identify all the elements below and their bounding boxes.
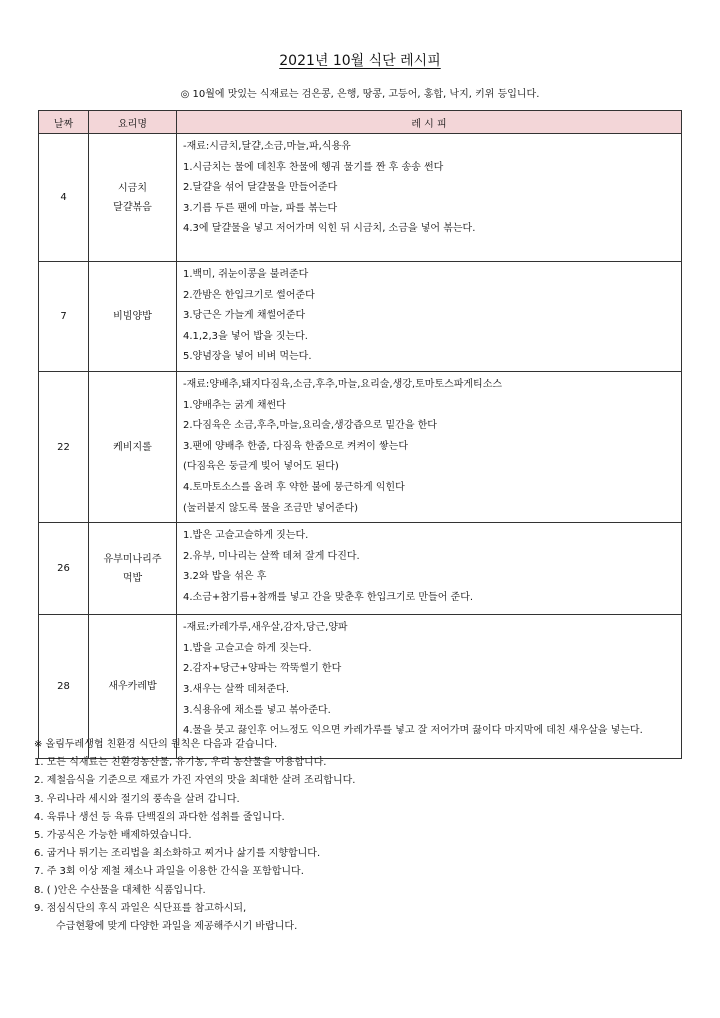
header-day: 날짜 xyxy=(39,111,89,134)
header-dish: 요리명 xyxy=(89,111,177,134)
table-row xyxy=(39,134,682,262)
note-line: 6. 굽거나 튀기는 조리법을 최소화하고 찌거나 삶기를 지향합니다. xyxy=(34,848,321,860)
table-row xyxy=(39,371,682,522)
recipe-step: 2.다짐육은 소금,후추,마늘,요리술,생강즙으로 밑간을 한다 xyxy=(183,420,437,432)
principles-notes xyxy=(34,736,684,936)
row-day: 26 xyxy=(39,523,89,615)
row-dish xyxy=(89,134,177,262)
row-recipe xyxy=(177,262,682,372)
recipe-step: -재료:카레가루,새우살,감자,당근,양파 xyxy=(183,622,348,634)
recipe-step: 3.새우는 살짝 데쳐준다. xyxy=(183,683,290,695)
row-dish xyxy=(89,262,177,372)
note-line: 수급현황에 맞게 다양한 과일을 제공해주시기 바랍니다. xyxy=(56,921,298,933)
note-line: 1. 모든 식재료는 친환경농산물, 유기농, 우리 농산물을 이용합니다. xyxy=(34,757,327,769)
recipe-step: 3.팬에 양배추 한줌, 다짐육 한줌으로 켜켜이 쌓는다 xyxy=(183,440,408,452)
recipe-step: 1.양배추는 굵게 채썬다 xyxy=(183,399,286,411)
recipe-step: (다짐육은 둥글게 빚어 넣어도 된다) xyxy=(183,461,339,473)
row-recipe xyxy=(177,134,682,262)
recipe-step: 4.1,2,3을 넣어 밥을 짓는다. xyxy=(183,330,308,342)
recipe-step: 4.물을 붓고 끓인후 어느정도 익으면 카레가루를 넣고 잘 저어가며 끓이다 마지막에 데친 새우살을 넣는다. xyxy=(183,725,643,737)
seasonal-ingredients-note: ◎ 10월에 맛있는 식재료는 검은콩, 은행, 땅콩, 고등어, 홍합, 낙지, 키위 등입니다. xyxy=(180,89,540,100)
recipe-step: 1.밥은 고슬고슬하게 짓는다. xyxy=(183,530,309,542)
dish-name-line: 케비지롤 xyxy=(113,441,152,453)
row-recipe xyxy=(177,371,682,522)
recipe-step: 3.식용유에 채소를 넣고 볶아준다. xyxy=(183,704,331,716)
note-line: ※ 올림두레생협 친환경 식단의 원칙은 다음과 같습니다. xyxy=(34,739,278,750)
table-row xyxy=(39,523,682,615)
document-title-text: 2021년 10월 식단 레시피 xyxy=(279,53,441,69)
recipe-step: (눌러붙지 않도록 물을 조금만 넣어준다) xyxy=(183,502,359,514)
row-day: 4 xyxy=(39,134,89,262)
dish-name-line: 먹밥 xyxy=(122,572,143,584)
recipe-step: 2.유부, 미나리는 살짝 데쳐 잘게 다진다. xyxy=(183,550,360,562)
recipe-step: 4.소금+참기름+참깨를 넣고 간을 맞춘후 한입크기로 만들어 준다. xyxy=(183,591,474,603)
recipe-step: 4.3에 달걀물을 넣고 저어가며 익힌 뒤 시금치, 소금을 넣어 볶는다. xyxy=(183,223,476,235)
note-line: 7. 주 3회 이상 제철 채소나 과일을 이용한 간식을 포함합니다. xyxy=(34,866,304,878)
dish-name-line: 비빔양밥 xyxy=(113,310,152,322)
table-header-row xyxy=(39,111,682,134)
dish-name-line: 시금치 xyxy=(118,182,147,194)
dish-name-line: 유부미나리주 xyxy=(103,553,162,565)
recipe-step: 3.2와 밥을 섞은 후 xyxy=(183,571,267,583)
recipe-step: 4.토마토소스를 올려 후 약한 불에 뭉근하게 익힌다 xyxy=(183,481,405,493)
note-line: 4. 육류나 생선 등 육류 단백질의 과다한 섭취를 줄입니다. xyxy=(34,811,285,823)
recipe-step: -재료:시금치,달걀,소금,마늘,파,식용유 xyxy=(183,141,351,152)
note-line: 8. ( )안은 수산물을 대체한 식품입니다. xyxy=(34,884,206,896)
recipe-step: 3.당근은 가늘게 채썰어준다 xyxy=(183,310,306,322)
note-line: 3. 우리나라 세시와 절기의 풍속을 살려 갑니다. xyxy=(34,793,240,805)
row-day: 7 xyxy=(39,262,89,372)
recipe-step: 3.기름 두른 팬에 마늘, 파를 볶는다 xyxy=(183,202,338,214)
row-dish xyxy=(89,523,177,615)
document-title xyxy=(0,50,720,70)
recipe-step: -재료:양배추,돼지다짐육,소금,후추,마늘,요리술,생강,토마토스파게티소스 xyxy=(183,378,503,390)
row-day: 28 xyxy=(39,615,89,759)
recipe-step: 1.백미, 쥐눈이콩을 불려준다 xyxy=(183,269,309,280)
dish-name-line: 새우카레밥 xyxy=(108,681,157,693)
recipe-step: 2.깐밤은 한입크기로 썰어준다 xyxy=(183,289,315,301)
recipe-step: 5.양념장을 넣어 비벼 먹는다. xyxy=(183,351,312,363)
note-line: 5. 가공식은 가능한 배제하였습니다. xyxy=(34,830,192,842)
row-day: 22 xyxy=(39,371,89,522)
header-recipe: 레 시 피 xyxy=(177,111,682,134)
recipe-table xyxy=(38,110,682,759)
recipe-step: 1.시금치는 물에 데친후 찬물에 헹궈 물기를 짠 후 송송 썬다 xyxy=(183,161,444,173)
row-recipe xyxy=(177,523,682,615)
table-row xyxy=(39,262,682,372)
note-line: 2. 제철음식을 기준으로 재료가 가진 자연의 맛을 최대한 살려 조리합니다. xyxy=(34,775,356,787)
recipe-step: 2.감자+당근+양파는 깍뚝썰기 한다 xyxy=(183,663,342,675)
recipe-step: 2.달걀을 섞어 달걀물을 만들어준다 xyxy=(183,182,338,194)
recipe-step: 1.밥을 고슬고슬 하게 짓는다. xyxy=(183,642,312,654)
note-line: 9. 점심식단의 후식 과일은 식단표를 참고하시되, xyxy=(34,902,247,914)
row-dish xyxy=(89,371,177,522)
dish-name-line: 달걀볶음 xyxy=(113,201,152,213)
